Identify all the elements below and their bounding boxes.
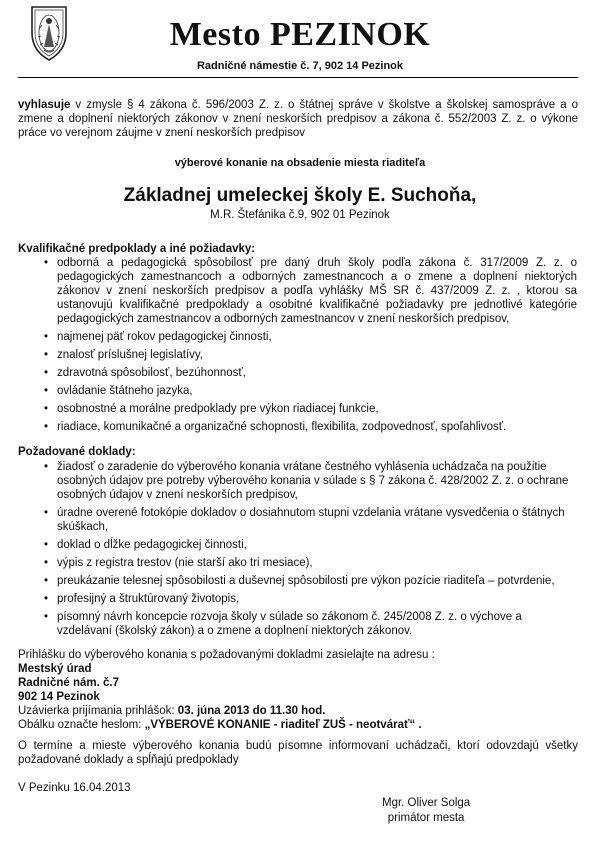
- signature-block: [382, 796, 470, 826]
- intro-paragraph: [18, 98, 578, 140]
- list-item: • osobnostné a morálne predpoklady pre výkon riadiacej funkcie,: [44, 403, 379, 415]
- list-item: • výpis z registra trestov (nie starší ako tri mesiace),: [44, 557, 313, 569]
- bullet-icon: •: [44, 257, 49, 269]
- list-item: • najmenej päť rokov pedagogickej činnosti,: [44, 331, 272, 343]
- bullet-icon: •: [44, 349, 49, 361]
- qualifications-heading: Kvalifikačné predpoklady a iné požiadavky:: [18, 243, 256, 255]
- town-hall-address: Radničné námestie č. 7, 902 14 Pezinok: [196, 60, 404, 72]
- documents-heading: Požadované doklady:: [18, 446, 136, 458]
- list-item: • riadiace, komunikačné a organizačné schopnosti, flexibilita, zodpovednosť, spoľahlivosť.: [44, 421, 507, 433]
- place-date: V Pezinku 16.04.2013: [18, 782, 131, 794]
- envelope-label: Obálku označte heslom: „VÝBEROVÉ KONANIE - riaditeľ ZUŠ - neotvárať“ .: [18, 719, 422, 731]
- list-item: • profesijný a štruktúrovaný životopis,: [44, 593, 240, 605]
- bullet-icon: •: [44, 575, 49, 587]
- notice-paragraph: O termíne a mieste výberového konania budú písomne informovaní uchádzači, ktorí odovzdajú všetky požadované doklady a spĺňajú predpoklady: [18, 740, 578, 766]
- bullet-icon: •: [44, 461, 49, 473]
- recipient-line-3: 902 14 Pezinok: [18, 691, 100, 703]
- bullet-icon: •: [44, 403, 49, 415]
- school-name: Základnej umeleckej školy E. Suchoňa,: [123, 185, 477, 206]
- page-title: Mesto PEZINOK: [169, 16, 431, 53]
- signatory-role: primátor mesta: [387, 812, 465, 824]
- school-address: M.R. Štefánika č.9, 902 01 Pezinok: [210, 209, 390, 221]
- list-item: • doklad o dĺžke pedagogickej činnosti,: [44, 539, 247, 551]
- competition-line: výberové konanie na obsadenie miesta riaditeľa: [174, 157, 426, 169]
- recipient-line-2: Radničné nám. č.7: [18, 677, 119, 689]
- documents-list: [44, 460, 577, 642]
- list-item: • preukázanie telesnej spôsobilosti a duševnej spôsobilosti pre výkon pozície riaditeľa – potvrdenie,: [44, 575, 555, 587]
- list-item: • úradne overené fotokópie dokladov o dosiahnutom stupni vzdelania vrátane vysvedčenia o štátnych skúškach,: [44, 507, 565, 533]
- list-item: • znalosť príslušnej legislatívy,: [44, 349, 203, 361]
- intro-text: v zmysle § 4 zákona č. 596/2003 Z. z. o štátnej správe v školstve a školskej samospráve a o zmene a doplnení niektorých zákonov v znení neskorších predpisov a zákona č. 552/2003 Z. z. o výkone práce vo verejnom záujme v znení neskorších predpisov: [18, 99, 578, 139]
- bullet-icon: •: [44, 557, 49, 569]
- submission-intro: Prihlášku do výberového konania s požadovanými dokladmi zasielajte na adresu :: [18, 649, 435, 661]
- list-item: • zdravotná spôsobilosť, bezúhonnosť,: [44, 367, 246, 379]
- header-divider: [18, 77, 578, 78]
- bullet-icon: •: [44, 331, 49, 343]
- bullet-icon: •: [44, 539, 49, 551]
- bullet-icon: •: [44, 421, 49, 433]
- signatory-name: Mgr. Oliver Solga: [382, 797, 471, 809]
- bullet-icon: •: [44, 367, 49, 379]
- bullet-icon: •: [44, 593, 49, 605]
- bullet-icon: •: [44, 507, 49, 519]
- recipient-line-1: Mestský úrad: [18, 663, 92, 675]
- intro-lead: vyhlasuje: [18, 99, 71, 111]
- bullet-icon: •: [44, 611, 49, 623]
- list-item: • odborná a pedagogická spôsobilosť pre daný druh školy podľa zákona č. 317/2009 Z. z. o pedagogických zamestnancoch a odborných zamestnancoch a o zmene a doplnení niektorých zákonov v znení neskorších predpisov a podľa vyhlášky MŠ SR č. 437/2009 Z. z. , ktorou sa ustanovujú kvalifikačné predpoklady a osobitné kvalifikačné požiadavky pre jednotlivé kategórie pedagogických zamestnancov a odborných zamestnancov v znení neskorších predpisov,: [44, 257, 577, 325]
- bullet-icon: •: [44, 385, 49, 397]
- list-item: • ovládanie štátneho jazyka,: [44, 385, 193, 397]
- list-item: • žiadosť o zaradenie do výberového konania vrátane čestného vyhlásenia uchádzača na použitie osobných údajov pre potreby výberového konania v súlade s § 7 zákona č. 428/2002 Z. z. o ochrane osobných údajov v znení neskorších predpisov,: [44, 461, 569, 501]
- qualifications-list: [44, 256, 577, 438]
- list-item: • písomný návrh koncepcie rozvoja školy v súlade so zákonom č. 245/2008 Z. z. o výchove a vzdelávaní (školský zákon) a o zmene a doplnení niektorých zákonov.: [44, 611, 522, 637]
- deadline: Uzávierka prijímania prihlášok: 03. júna 2013 do 11.30 hod.: [18, 705, 326, 717]
